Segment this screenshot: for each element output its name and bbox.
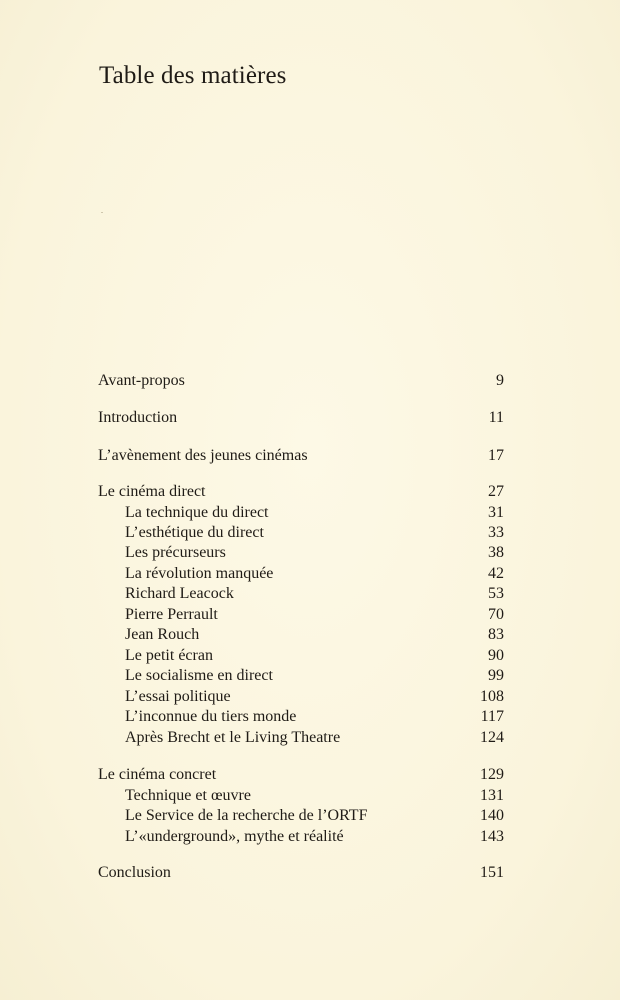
toc-subentry bbox=[125, 687, 504, 707]
toc-entry-page: 70 bbox=[488, 606, 504, 623]
toc-entry-label: Après Brecht et le Living Theatre bbox=[125, 729, 341, 746]
toc-entry-page: 17 bbox=[488, 447, 504, 464]
toc-subentry bbox=[125, 543, 504, 563]
toc-entry-label: Conclusion bbox=[98, 864, 171, 881]
toc-subentry bbox=[125, 503, 504, 523]
toc-entry-label: Le cinéma concret bbox=[98, 766, 217, 783]
toc-entry-label: L’«underground», mythe et réalité bbox=[125, 828, 344, 845]
toc-entry-page: 117 bbox=[480, 708, 504, 725]
toc-entry-label: Le cinéma direct bbox=[98, 483, 206, 500]
toc-entry-label: La technique du direct bbox=[125, 504, 269, 521]
toc-entry-label: Richard Leacock bbox=[125, 585, 234, 602]
toc-entry-page: 38 bbox=[488, 544, 504, 561]
toc-entry bbox=[98, 863, 504, 883]
toc-entry bbox=[98, 765, 504, 785]
toc-entry-label: L’esthétique du direct bbox=[125, 524, 264, 541]
toc-entry-label: L’inconnue du tiers monde bbox=[125, 708, 297, 725]
toc-entry-label: Les précurseurs bbox=[125, 544, 226, 561]
toc-subentry bbox=[125, 827, 504, 847]
toc-subentry bbox=[125, 728, 504, 748]
toc-subentry bbox=[125, 786, 504, 806]
toc-entry-page: 143 bbox=[480, 828, 504, 845]
toc-entry bbox=[98, 371, 504, 391]
toc-entry-label: Le petit écran bbox=[125, 647, 213, 664]
toc-entry-page: 140 bbox=[480, 807, 504, 824]
toc-entry-page: 131 bbox=[480, 787, 504, 804]
toc-entry-label: Pierre Perrault bbox=[125, 606, 218, 623]
toc-subentry bbox=[125, 646, 504, 666]
toc-entry-page: 33 bbox=[488, 524, 504, 541]
toc-entry-label: Avant-propos bbox=[98, 372, 185, 389]
toc-subentry bbox=[125, 523, 504, 543]
toc-entry-page: 90 bbox=[488, 647, 504, 664]
toc-entry-page: 42 bbox=[488, 565, 504, 582]
toc-entry-label: L’essai politique bbox=[125, 688, 231, 705]
toc-entry-page: 11 bbox=[488, 409, 504, 426]
toc-entry-page: 108 bbox=[480, 688, 504, 705]
toc-subentry bbox=[125, 584, 504, 604]
toc-subentry bbox=[125, 707, 504, 727]
toc-entry-label: Introduction bbox=[98, 409, 178, 426]
toc-entry-page: 53 bbox=[488, 585, 504, 602]
toc-entry-page: 83 bbox=[488, 626, 504, 643]
toc-entry bbox=[98, 446, 504, 466]
toc-entry-page: 31 bbox=[488, 504, 504, 521]
toc-entry-page: 129 bbox=[480, 766, 504, 783]
toc-entry-label: Le socialisme en direct bbox=[125, 667, 273, 684]
toc-entry bbox=[98, 482, 504, 502]
toc-entry-label: Technique et œuvre bbox=[125, 787, 251, 804]
toc-subentry bbox=[125, 625, 504, 645]
toc-entry-label: L’avènement des jeunes cinémas bbox=[98, 447, 308, 464]
toc-subentry bbox=[125, 806, 504, 826]
toc-entry-page: 99 bbox=[488, 667, 504, 684]
toc-entry-page: 124 bbox=[480, 729, 504, 746]
toc-entry-label: Jean Rouch bbox=[125, 626, 200, 643]
toc-subentry bbox=[125, 605, 504, 625]
toc-entry-label: Le Service de la recherche de l’ORTF bbox=[125, 807, 368, 824]
toc-entry-page: 27 bbox=[488, 483, 504, 500]
toc-entry bbox=[98, 408, 504, 428]
toc-entry-label: La révolution manquée bbox=[125, 565, 274, 582]
page-title: Table des matières bbox=[99, 62, 287, 89]
toc-entry-page: 9 bbox=[496, 372, 504, 389]
toc-subentry bbox=[125, 564, 504, 584]
toc-subentry bbox=[125, 666, 504, 686]
toc-entry-page: 151 bbox=[480, 864, 504, 881]
